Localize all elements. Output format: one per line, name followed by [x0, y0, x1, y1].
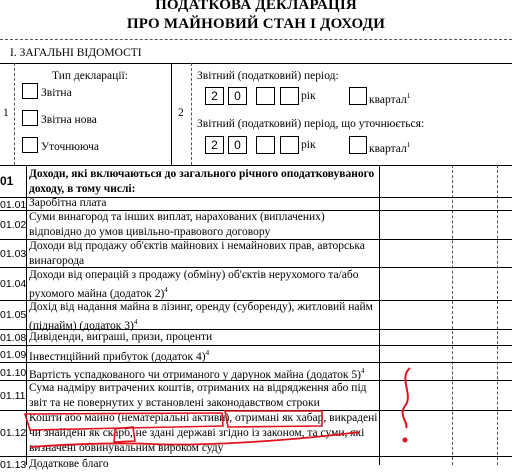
- row-text: Кошти або майно (нематеріальні активи), отримані як хабар, викрадені чи знайдені як скарб, не здані державі згідно із законом, та суми, які визначені обвинувальним вироком суду: [29, 412, 378, 454]
- annotation-exclamation-dot: [403, 438, 408, 443]
- declaration-type-label: Тип декларації:: [52, 70, 128, 82]
- row-code: 01.01: [0, 199, 27, 211]
- refined-year-digit-1[interactable]: 2: [205, 136, 224, 154]
- refined-year-digit-2[interactable]: 0: [228, 136, 247, 154]
- period-label: Звітний (податковий) період:: [197, 70, 339, 82]
- quarter-label: квартал$^1$: [369, 92, 411, 106]
- refined-period-label: Звітний (податковий) період, що уточнюється:: [197, 118, 425, 130]
- period-year-digit-1[interactable]: 2: [205, 87, 224, 105]
- refined-year-label: рік: [301, 139, 316, 151]
- zvitna-nova-label: Звітна нова: [41, 114, 97, 126]
- row-code: 01.02: [0, 219, 27, 231]
- row-text: Дохід від надання майна в лізинг, оренду (суборенду), житловий найм (піднайм) (додаток 3)$^4$: [29, 301, 373, 332]
- row-text: Додаткове благо: [29, 458, 109, 470]
- row-text: Доходи від операцій з продажу (обміну) об'єктів нерухомого та/або рухомого майна (додаток 2)$^4$: [29, 269, 359, 300]
- zvitna-label: Звітна: [41, 87, 72, 99]
- annotation-exclamation: [403, 368, 410, 428]
- row-text: Дивіденди, виграші, призи, проценти: [29, 331, 213, 343]
- row-number-1: 1: [3, 107, 9, 119]
- row-code: 01.09: [0, 349, 27, 361]
- row-code: 01: [0, 174, 14, 188]
- annotation-oval-3: [114, 427, 135, 442]
- period-year-digit-2[interactable]: 0: [228, 87, 247, 105]
- row-text: Вартість успадкованого чи отриманого у дарунок майна (додаток 5)$^4$: [29, 367, 365, 381]
- row-code: 01.08: [0, 332, 27, 344]
- row-code: 01.05: [0, 309, 27, 321]
- refined-quarter-label: квартал$^1$: [369, 141, 411, 155]
- row-code: 01.11: [0, 390, 26, 402]
- annotation-underline: [30, 432, 360, 447]
- row-code: 01.04: [0, 278, 27, 290]
- annotation-oval-2: [225, 411, 322, 427]
- row-number-2: 2: [178, 107, 184, 119]
- row-code: 01.03: [0, 248, 27, 260]
- row-text: Доходи від продажу об'єктів майнових і немайнових прав, авторська винагорода: [29, 240, 365, 267]
- row-code: 01.10: [0, 367, 27, 379]
- declaration-title: ПОДАТКОВА ДЕКЛАРАЦІЯ: [155, 0, 357, 13]
- row-code: 01.13: [0, 459, 27, 471]
- row-text: Інвестиційний прибуток (додаток 4)$^4$: [29, 349, 210, 363]
- row-text: Суми винагород та інших виплат, нарахованих (виплачених) відповідно до умов цивільно-правового договору: [29, 211, 325, 238]
- year-label: рік: [301, 90, 316, 102]
- row-text: Заробітна плата: [29, 197, 107, 209]
- row-code: 01.12: [0, 427, 27, 439]
- declaration-subtitle: ПРО МАЙНОВИЙ СТАН І ДОХОДИ: [126, 16, 386, 32]
- utochnyuycha-label: Уточнююча: [41, 141, 100, 153]
- section-title: І. ЗАГАЛЬНІ ВІДОМОСТІ: [10, 47, 142, 59]
- row-text: Сума надміру витрачених коштів, отриманих на відрядження або під звіт та не повернутих у встановлені законодавством строки: [29, 382, 367, 409]
- row-text: Доходи, які включаються до загального річного оподатковуваного доходу, в тому числі:: [29, 168, 375, 195]
